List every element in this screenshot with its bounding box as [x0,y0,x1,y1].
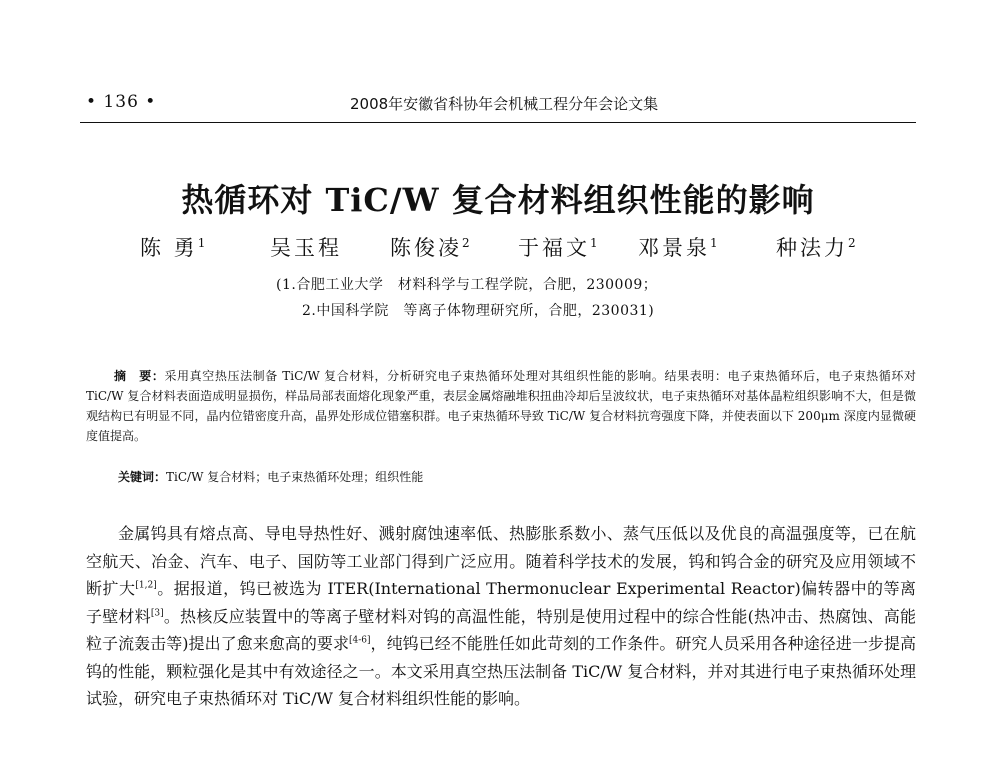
page-number: • 136 • [86,92,157,112]
keywords [118,468,423,485]
abstract-label: 摘 要： [114,369,165,383]
body-paragraph [86,520,916,713]
abstract [86,366,916,446]
header-rule [80,122,916,123]
paper-title: 热循环对 TiC/W 复合材料组织性能的影响 [181,181,815,219]
page-header [80,88,916,118]
author-name: 邓景泉 [638,236,710,260]
author-mark: 1 [590,236,598,250]
author-1 [140,232,205,262]
author-2 [270,232,342,262]
author-mark: 1 [197,236,206,250]
body-segment: 金属钨具有熔点高、导电导热性好、溅射腐蚀速率低、热膨胀系数小、蒸气压低以及优良的高温强度等，已在航空航天、冶金、汽车、电子、国防等工业部门得到广泛应用。随着科学技术的发展，钨和钨合金的研究及应用领域不断扩大 [86,524,916,598]
author-mark: 2 [462,236,470,250]
author-5 [638,232,718,262]
citation-ref: [4-6] [348,635,371,646]
author-name: 陈俊凌 [390,236,462,260]
author-mark: 2 [848,236,856,250]
citation-ref: [3] [150,608,164,619]
author-mark: 1 [710,236,718,250]
citation-ref: [1,2] [135,580,157,591]
body-segment: 。据报道，钨已被选为 ITER(International Thermonuclear Experimental Reactor)偏转器中的等离子壁材料 [86,579,916,626]
running-head: 2008年安徽省科协年会机械工程分年会论文集 [350,95,659,113]
author-name: 吴玉程 [270,236,342,260]
author-name: 种法力 [776,236,848,260]
affiliation-1: (1.合肥工业大学 材料科学与工程学院，合肥，230009； [276,277,658,293]
author-3 [390,232,470,262]
affiliation-2: 2.中国科学院 等离子体物理研究所，合肥，230031) [302,303,655,319]
author-name: 于福文 [518,236,590,260]
body-segment: ，纯钨已经不能胜任如此苛刻的工作条件。研究人员采用各种途径进一步提高钨的性能，颗粒强化是其中有效途径之一。本文采用真空热压法制备 TiC/W 复合材料，并对其进行电子束热循环处理试验，研究电子束热循环对 TiC/W 复合材料组织性能的影响。 [86,634,916,708]
author-list [140,232,900,272]
author-6 [776,232,856,262]
keywords-text: TiC/W 复合材料；电子束热循环处理；组织性能 [166,470,424,484]
body-segment: 。热核反应装置中的等离子壁材料对钨的高温性能，特别是使用过程中的综合性能(热冲击、热腐蚀、高能粒子流轰击等)提出了愈来愈高的要求 [86,606,916,653]
abstract-text: 采用真空热压法制备 TiC/W 复合材料，分析研究电子束热循环处理对其组织性能的影响。结果表明：电子束热循环后，电子束热循环对 TiC/W 复合材料表面造成明显损伤，样品局部表面熔化现象严重，表层金属熔融堆积扭曲冷却后呈波纹状，电子束热循环对基体晶粒组织影响不大，但是微观结构已有明显不同，晶内位错密度升高，晶界处形成位错塞积群。电子束热循环导致 TiC/W 复合材料抗弯强度下降，并使表面以下 200μm 深度内显微硬度值提高。 [86,369,916,443]
author-4 [518,232,598,262]
author-name: 陈 勇 [140,236,198,260]
keywords-label: 关键词： [118,470,167,484]
